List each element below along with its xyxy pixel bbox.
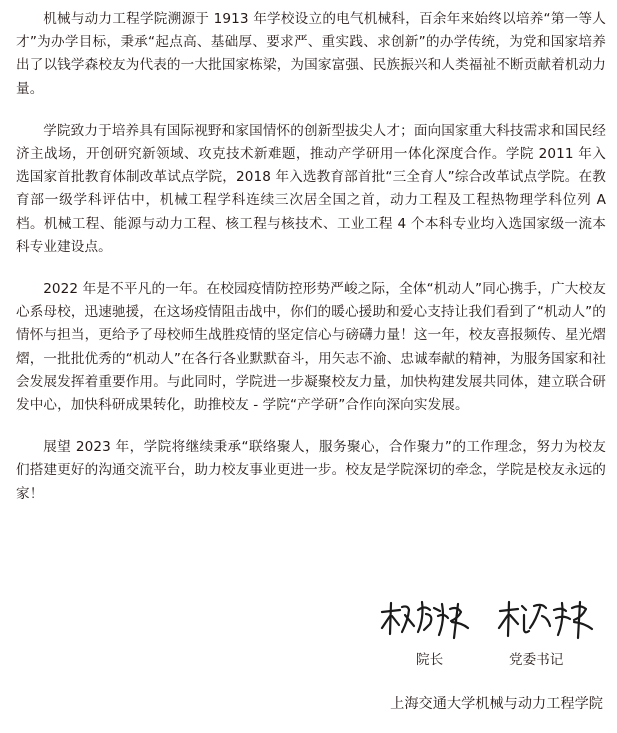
dean-signature xyxy=(378,598,482,640)
letter-body xyxy=(16,8,606,525)
signature-block xyxy=(378,598,606,640)
organization-name: 上海交通大学机械与动力工程学院 xyxy=(390,696,603,712)
party-secretary-title: 党委书记 xyxy=(509,652,564,668)
secretary-signature xyxy=(494,598,602,640)
paragraph-mission: 学院致力于培养具有国际视野和家国情怀的创新型拔尖人才；面向国家重大科技需求和国民经济主战场，开创研究新领域、攻克技术新难题，推动产学研用一体化深度合作。学院 2011 年入选国家首批教育体制改革试点学院，2018 年入选教育部首批“三全育人”综合改革试点学院。在教育部一级学科评估中，机械工程学科连续三次居全国之首，动力工程及工程热物理学科位列 A 档。机械工程、能源与动力工程、核工程与核技术、工业工程 4 个本科专业均入选国家级一流本科专业建设点。 xyxy=(16,122,606,255)
paragraph-2022-review: 2022 年是不平凡的一年。在校园疫情防控形势严峻之际，全体“机动人”同心携手，广大校友心系母校，迅速驰援，在这场疫情阻击战中，你们的暖心援助和爱心支持让我们看到了“机动人”的情怀与担当，更给予了母校师生战胜疫情的坚定信心与磅礴力量！这一年，校友喜报频传、星光熠熠，一批批优秀的“机动人”在各行各业默默奋斗，用矢志不渝、忠诚奉献的精神，为服务国家和社会发展发挥着重要作用。与此同时，学院进一步凝聚校友力量，加快构建发展共同体，建立联合研发中心，加快科研成果转化，助推校友 - 学院“产学研”合作向深向实发展。 xyxy=(16,281,606,414)
paragraph-history: 机械与动力工程学院溯源于 1913 年学校设立的电气机械科，百余年来始终以培养“第一等人才”为办学目标，秉承“起点高、基础厚、要求严、重实践、求创新”的办学传统，为党和国家培养出了以钱学森校友为代表的一大批国家栋梁，为国家富强、民族振兴和人类福祉不断贡献着机动力量。 xyxy=(16,11,606,97)
paragraph-2023-outlook: 展望 2023 年，学院将继续秉承“联络聚人，服务聚心，合作聚力”的工作理念，努力为校友们搭建更好的沟通交流平台，助力校友事业更进一步。校友是学院深切的牵念，学院是校友永远的家！ xyxy=(16,439,606,502)
dean-title: 院长 xyxy=(416,652,444,668)
